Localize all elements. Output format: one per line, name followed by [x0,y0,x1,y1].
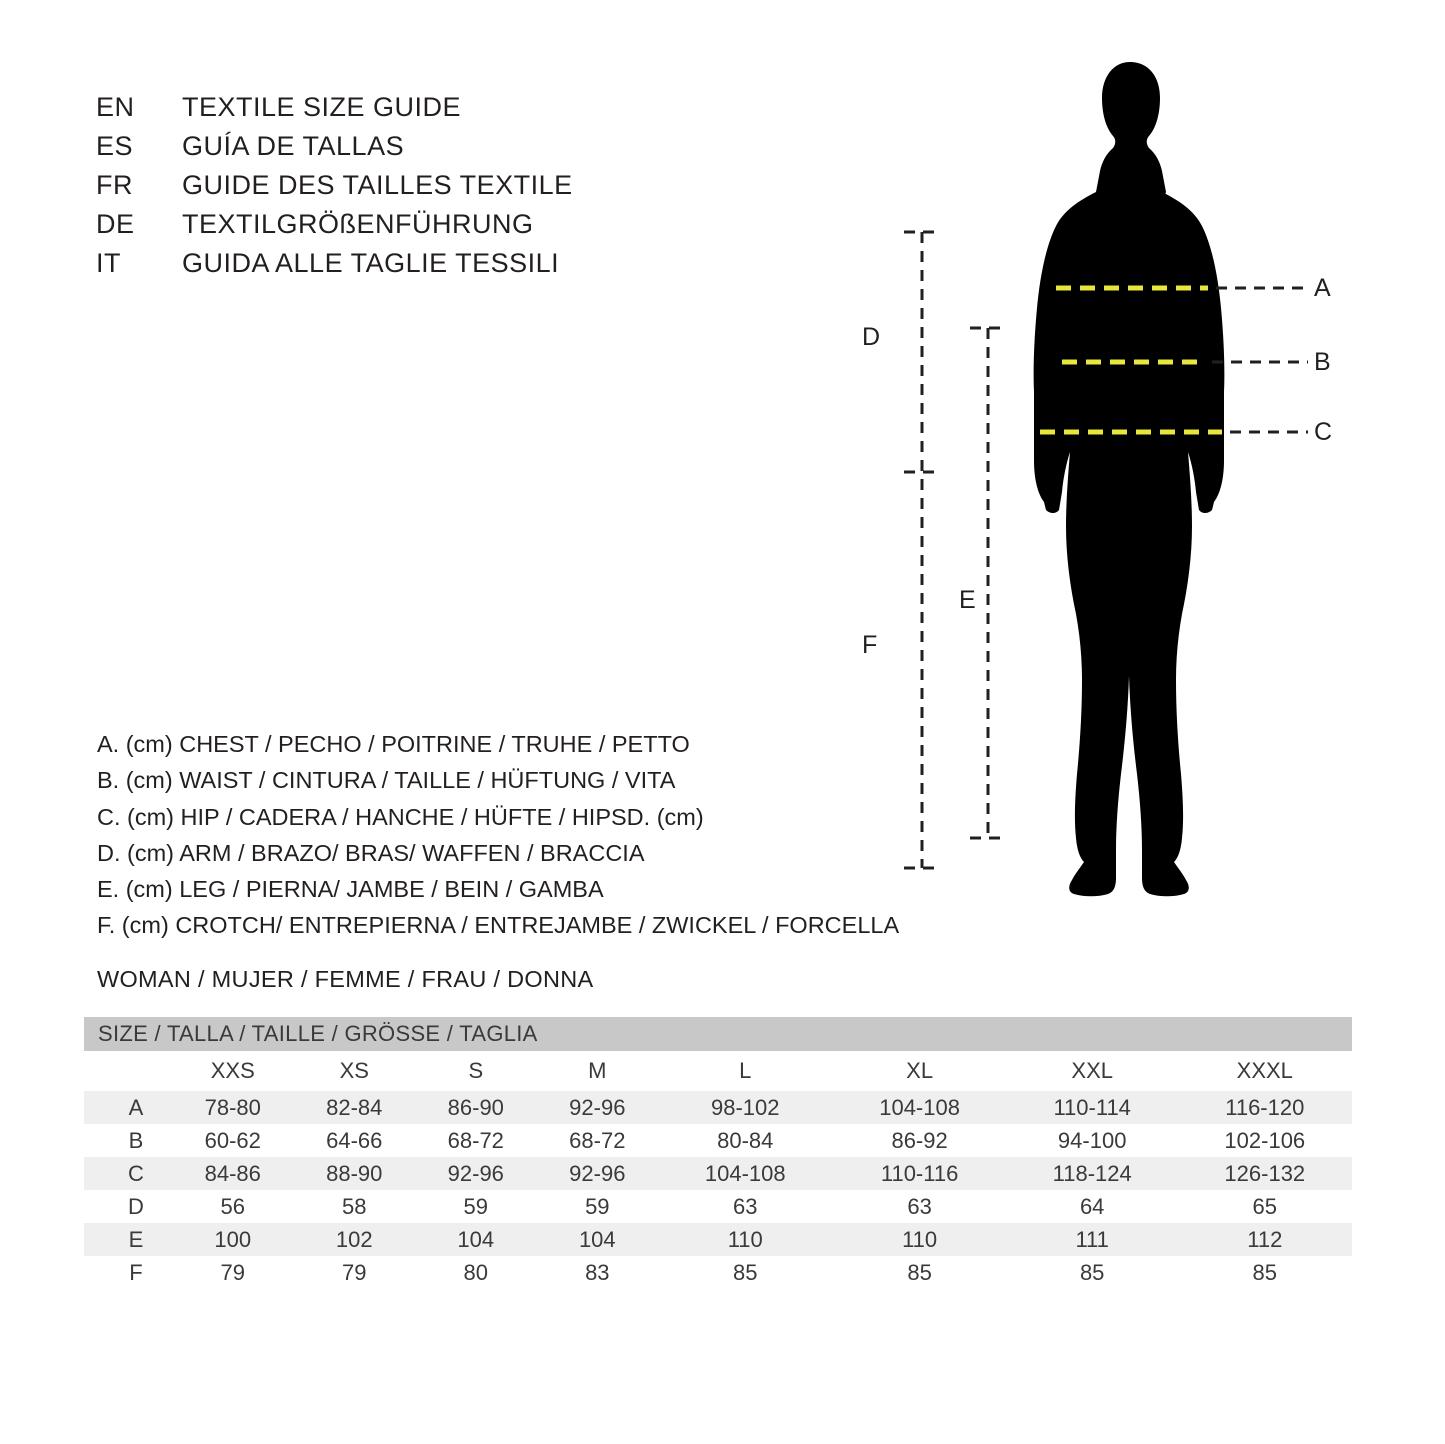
size-chart-table [84,1017,1352,1289]
cell-a-xxs: 78-80 [172,1091,294,1124]
figure-svg [830,40,1390,920]
dimension-label-d: D [862,323,881,351]
column-header-l: L [658,1051,832,1091]
language-title-de: TEXTILGRÖßENFÜHRUNG [182,209,534,239]
cell-e-xs: 102 [294,1223,416,1256]
woman-silhouette-icon [1034,62,1225,896]
cell-b-s: 68-72 [415,1124,537,1157]
dimension-label-c: C [1314,418,1333,446]
row-label-f: F [84,1256,172,1289]
cell-e-m: 104 [537,1223,659,1256]
row-label-a: A [84,1091,172,1124]
language-code-es: ES [96,131,134,161]
column-header-xxxl: XXXL [1178,1051,1352,1091]
table-row [84,1124,1352,1157]
gender-heading: WOMAN / MUJER / FEMME / FRAU / DONNA [97,966,594,992]
cell-d-s: 59 [415,1190,537,1223]
cell-e-l: 110 [658,1223,832,1256]
legend-item-f: F. (cm) CROTCH/ ENTREPIERNA / ENTREJAMBE / ZWICKEL / FORCELLA [97,912,900,939]
row-label-b: B [84,1124,172,1157]
row-label-c: C [84,1157,172,1190]
dimension-label-f: F [862,631,878,659]
legend-item-c: C. (cm) HIP / CADERA / HANCHE / HÜFTE / HIPSD. (cm) [97,803,704,830]
measurement-leaders [1212,288,1308,432]
language-title-es: GUÍA DE TALLAS [182,131,405,161]
cell-a-s: 86-90 [415,1091,537,1124]
table-row [84,1091,1352,1124]
cell-f-s: 80 [415,1256,537,1289]
cell-c-xl: 110-116 [832,1157,1006,1190]
cell-e-xxxl: 112 [1178,1223,1352,1256]
cell-c-xxs: 84-86 [172,1157,294,1190]
cell-a-xxxl: 116-120 [1178,1091,1352,1124]
cell-a-xs: 82-84 [294,1091,416,1124]
dimension-label-e: E [959,586,976,614]
language-row-fr [96,170,796,209]
cell-f-m: 83 [537,1256,659,1289]
cell-c-m: 92-96 [537,1157,659,1190]
cell-b-xl: 86-92 [832,1124,1006,1157]
cell-c-xxl: 118-124 [1007,1157,1178,1190]
cell-b-xxs: 60-62 [172,1124,294,1157]
table-row [84,1223,1352,1256]
language-row-es [96,131,796,170]
measurement-figure [830,40,1390,920]
cell-b-l: 80-84 [658,1124,832,1157]
column-header-xxl: XXL [1007,1051,1178,1091]
table-row [84,1157,1352,1190]
cell-a-xl: 104-108 [832,1091,1006,1124]
column-header-xl: XL [832,1051,1006,1091]
cell-d-l: 63 [658,1190,832,1223]
cell-d-m: 59 [537,1190,659,1223]
cell-a-xxl: 110-114 [1007,1091,1178,1124]
cell-b-m: 68-72 [537,1124,659,1157]
title-language-block [96,92,796,287]
legend-item-b: B. (cm) WAIST / CINTURA / TAILLE / HÜFTUNG / VITA [97,767,676,794]
measurement-legend [97,726,917,944]
cell-c-l: 104-108 [658,1157,832,1190]
column-header-xs: XS [294,1051,416,1091]
language-title-it: GUIDA ALLE TAGLIE TESSILI [182,248,560,278]
cell-f-xs: 79 [294,1256,416,1289]
legend-item-e: E. (cm) LEG / PIERNA/ JAMBE / BEIN / GAMBA [97,876,604,903]
table-corner-cell [84,1051,172,1091]
row-label-e: E [84,1223,172,1256]
cell-e-xl: 110 [832,1223,1006,1256]
cell-b-xs: 64-66 [294,1124,416,1157]
cell-f-xxl: 85 [1007,1256,1178,1289]
cell-d-xs: 58 [294,1190,416,1223]
language-code-fr: FR [96,170,133,200]
language-row-it [96,248,796,287]
cell-e-s: 104 [415,1223,537,1256]
cell-a-l: 98-102 [658,1091,832,1124]
dimension-label-a: A [1314,274,1331,302]
dimension-label-b: B [1314,348,1331,376]
table-band-label: SIZE / TALLA / TAILLE / GRÖSSE / TAGLIA [84,1017,1352,1051]
cell-d-xxl: 64 [1007,1190,1178,1223]
cell-f-xxxl: 85 [1178,1256,1352,1289]
table-header-row [84,1051,1352,1091]
cell-c-xs: 88-90 [294,1157,416,1190]
language-row-en [96,92,796,131]
legend-item-d: D. (cm) ARM / BRAZO/ BRAS/ WAFFEN / BRACCIA [97,839,645,866]
language-row-de [96,209,796,248]
cell-f-l: 85 [658,1256,832,1289]
cell-d-xl: 63 [832,1190,1006,1223]
cell-c-xxxl: 126-132 [1178,1157,1352,1190]
vertical-dimension-brackets [904,232,1006,868]
cell-a-m: 92-96 [537,1091,659,1124]
language-code-de: DE [96,209,135,239]
cell-e-xxl: 111 [1007,1223,1178,1256]
table-band-row [84,1017,1352,1051]
column-header-m: M [537,1051,659,1091]
language-title-fr: GUIDE DES TAILLES TEXTILE [182,170,573,200]
language-code-en: EN [96,92,135,122]
cell-e-xxs: 100 [172,1223,294,1256]
cell-c-s: 92-96 [415,1157,537,1190]
cell-d-xxxl: 65 [1178,1190,1352,1223]
table-row [84,1256,1352,1289]
column-header-xxs: XXS [172,1051,294,1091]
language-code-it: IT [96,248,121,278]
cell-b-xxl: 94-100 [1007,1124,1178,1157]
cell-d-xxs: 56 [172,1190,294,1223]
table-row [84,1190,1352,1223]
row-label-d: D [84,1190,172,1223]
language-title-en: TEXTILE SIZE GUIDE [182,92,462,122]
cell-f-xl: 85 [832,1256,1006,1289]
cell-b-xxxl: 102-106 [1178,1124,1352,1157]
column-header-s: S [415,1051,537,1091]
cell-f-xxs: 79 [172,1256,294,1289]
legend-item-a: A. (cm) CHEST / PECHO / POITRINE / TRUHE / PETTO [97,731,690,757]
